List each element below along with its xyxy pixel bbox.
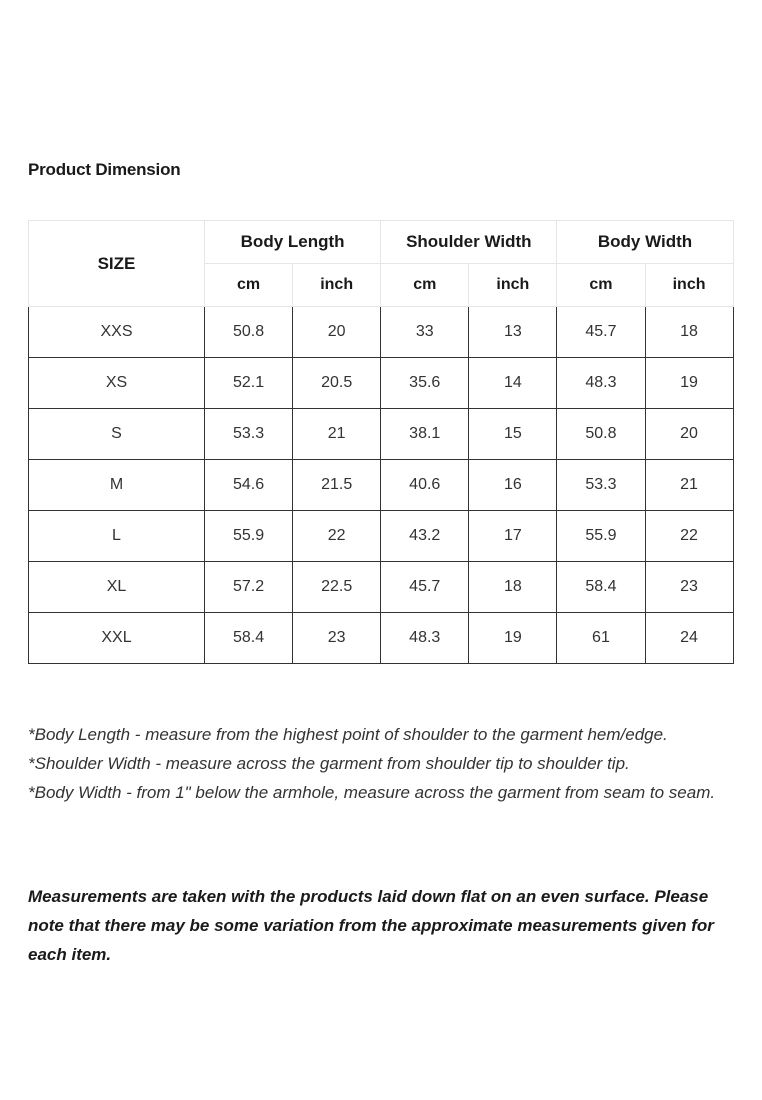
measurement-disclaimer: Measurements are taken with the products laid down flat on an even surface. Please note that there may be some variation from the approximate measurements given for each item.: [28, 887, 714, 964]
table-cell: 53.3: [205, 409, 293, 460]
table-cell: 22: [293, 511, 381, 562]
table-cell: 38.1: [381, 409, 469, 460]
table-cell: 17: [469, 511, 557, 562]
table-cell: 14: [469, 358, 557, 409]
unit-header: cm: [381, 264, 469, 307]
table-cell: 16: [469, 460, 557, 511]
shoulder-width-note: *Shoulder Width - measure across the garment from shoulder tip to shoulder tip.: [28, 754, 630, 773]
size-cell: XL: [29, 562, 205, 613]
table-cell: 19: [645, 358, 733, 409]
table-row: [29, 511, 734, 562]
measurement-notes: [28, 720, 734, 807]
table-cell: 45.7: [557, 307, 645, 358]
table-cell: 23: [645, 562, 733, 613]
table-cell: 40.6: [381, 460, 469, 511]
table-cell: 53.3: [557, 460, 645, 511]
size-cell: M: [29, 460, 205, 511]
table-cell: 18: [645, 307, 733, 358]
body-length-header: Body Length: [205, 221, 381, 264]
table-row: [29, 613, 734, 664]
table-cell: 21: [293, 409, 381, 460]
table-cell: 21: [645, 460, 733, 511]
unit-header: inch: [645, 264, 733, 307]
table-row: [29, 460, 734, 511]
table-cell: 22.5: [293, 562, 381, 613]
table-cell: 15: [469, 409, 557, 460]
table-cell: 33: [381, 307, 469, 358]
table-row: [29, 562, 734, 613]
unit-header: cm: [205, 264, 293, 307]
table-row: [29, 307, 734, 358]
unit-header: inch: [293, 264, 381, 307]
size-cell: L: [29, 511, 205, 562]
table-cell: 58.4: [205, 613, 293, 664]
table-cell: 13: [469, 307, 557, 358]
table-cell: 24: [645, 613, 733, 664]
table-cell: 21.5: [293, 460, 381, 511]
table-cell: 20: [645, 409, 733, 460]
table-cell: 48.3: [381, 613, 469, 664]
table-cell: 57.2: [205, 562, 293, 613]
size-chart-table: [28, 220, 734, 664]
table-cell: 55.9: [205, 511, 293, 562]
size-cell: S: [29, 409, 205, 460]
body-width-note: *Body Width - from 1" below the armhole, measure across the garment from seam to seam.: [28, 783, 716, 802]
body-length-note: *Body Length - measure from the highest point of shoulder to the garment hem/edge.: [28, 725, 668, 744]
table-cell: 23: [293, 613, 381, 664]
table-cell: 58.4: [557, 562, 645, 613]
table-row: [29, 358, 734, 409]
table-cell: 35.6: [381, 358, 469, 409]
table-cell: 22: [645, 511, 733, 562]
table-cell: 55.9: [557, 511, 645, 562]
table-cell: 50.8: [205, 307, 293, 358]
table-row: [29, 409, 734, 460]
size-column-header: SIZE: [29, 221, 205, 307]
table-cell: 43.2: [381, 511, 469, 562]
table-cell: 54.6: [205, 460, 293, 511]
table-cell: 19: [469, 613, 557, 664]
table-cell: 61: [557, 613, 645, 664]
table-cell: 52.1: [205, 358, 293, 409]
unit-header: cm: [557, 264, 645, 307]
table-cell: 50.8: [557, 409, 645, 460]
table-cell: 20: [293, 307, 381, 358]
body-width-header: Body Width: [557, 221, 733, 264]
size-cell: XXS: [29, 307, 205, 358]
table-cell: 18: [469, 562, 557, 613]
size-cell: XXL: [29, 613, 205, 664]
table-cell: 20.5: [293, 358, 381, 409]
table-cell: 48.3: [557, 358, 645, 409]
table-cell: 45.7: [381, 562, 469, 613]
unit-header: inch: [469, 264, 557, 307]
shoulder-width-header: Shoulder Width: [381, 221, 557, 264]
size-cell: XS: [29, 358, 205, 409]
page-title: Product Dimension: [28, 160, 181, 179]
